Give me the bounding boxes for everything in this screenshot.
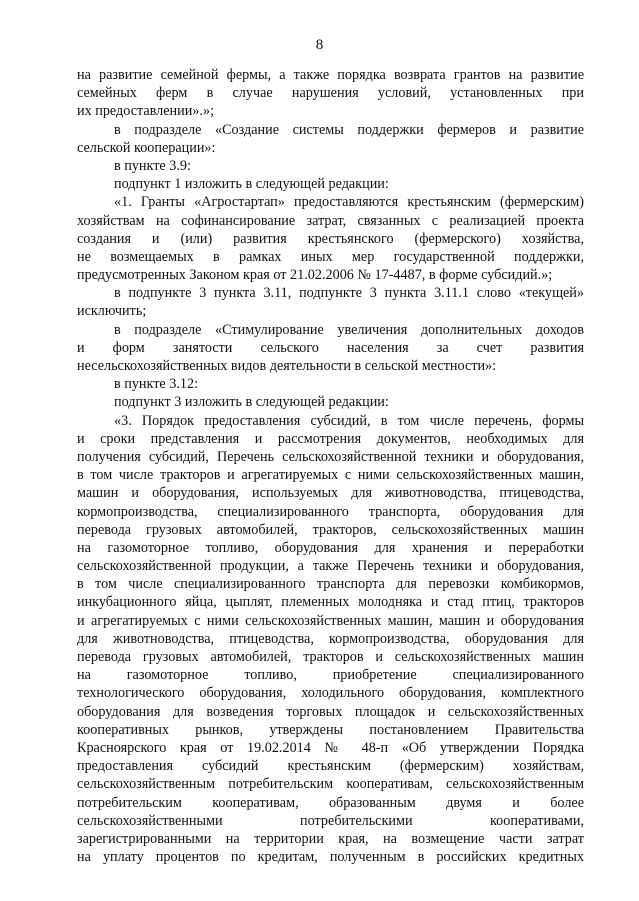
text-line: несельскохозяйственных видов деятельности в сельской местности»: (77, 358, 497, 374)
text-line: сельскохозяйственными потребительскими кооперативами, (77, 812, 584, 829)
text-line: в пункте 3.9: (114, 157, 191, 174)
text-line: в том числе тракторов и агрегатируемых с ними сельскохозяйственных машин, (77, 467, 584, 484)
text-line: в подпункте 3 пункта 3.11, подпункте 3 пункта 3.11.1 слово «текущей» (114, 285, 584, 302)
text-line: Красноярского края от 19.02.2014 № 48-п «Об утверждении Порядка (77, 739, 584, 756)
text-line: зарегистрированными на территории края, на возмещение части затрат (77, 830, 584, 847)
text-line: исключить; (77, 303, 147, 320)
text-line: оборудования для возведения торговых площадок и сельскохозяйственных (77, 703, 584, 720)
text-line: их предоставлении».»; (77, 103, 215, 120)
text-line: кооперативных рынков, утверждены постановлением Правительства (77, 721, 584, 738)
text-line: сельскохозяйственным потребительским кооперативам, сельскохозяйственным (77, 776, 584, 793)
text-line: подпункт 3 изложить в следующей редакции: (114, 394, 389, 411)
page-number: 8 (315, 37, 324, 53)
text-line: на развитие семейной фермы, а также порядка возврата грантов на развитие (77, 67, 584, 83)
text-line: в подразделе «Создание системы поддержки фермеров и развитие (114, 121, 584, 138)
text-line: технологического оборудования, холодильного оборудования, комплектного (77, 685, 584, 702)
text-line: в том числе специализированного транспорта для перевозки комбикормов, (77, 576, 584, 593)
text-line: хозяйствам на софинансирование затрат, связанных с реализацией проекта (77, 212, 584, 229)
text-line: в подразделе «Стимулирование увеличения дополнительных доходов (114, 321, 584, 338)
text-line: инкубационного яйца, цыплят, племенных молодняка и стад птиц, тракторов (77, 594, 584, 611)
text-line: в пункте 3.12: (114, 376, 199, 393)
text-line: перевода грузовых автомобилей, тракторов и сельскохозяйственных машин (77, 649, 584, 665)
text-line: на уплату процентов по кредитам, полученным в российских кредитных (77, 849, 584, 866)
text-line: и форм занятости сельского населения за счет развития (77, 339, 584, 356)
text-line: сельской кооперации»: (77, 139, 216, 156)
text-line: для животноводства, птицеводства, кормопроизводства, оборудования для (77, 630, 584, 647)
text-line: потребительским кооперативам, образованным двумя и более (77, 794, 584, 811)
text-line: машин и оборудования, используемых для животноводства, птицеводства, (77, 485, 584, 502)
text-line: сельскохозяйственной продукции, а также Перечень техники и оборудования, (77, 558, 584, 575)
text-line: кормопроизводства, специализированного транспорта, оборудования для (77, 503, 584, 520)
text-line: предусмотренных Законом края от 21.02.2006 № 17-4487, в форме субсидий.»; (77, 267, 553, 284)
text-line: и сроки представления и рассмотрения документов, необходимых для (77, 430, 584, 447)
text-line: на газомоторное топливо, приобретение специализированного (77, 667, 584, 684)
text-line: семейных ферм в случае нарушения условий, установленных при (77, 85, 584, 102)
text-line: не возмещаемых в рамках иных мер государственной поддержки, (77, 248, 584, 265)
text-line: предоставления субсидий крестьянским (фермерским) хозяйствам, (77, 758, 584, 775)
text-line: и агрегатируемых с ними сельскохозяйственных машин, машин и оборудования (77, 612, 584, 629)
text-line: «1. Гранты «Агростартап» предоставляются крестьянским (фермерским) (114, 194, 584, 211)
text-line: создания и (или) развития крестьянского (фермерского) хозяйства, (77, 230, 584, 247)
text-line: «3. Порядок предоставления субсидий, в том числе перечень, формы (114, 412, 584, 429)
body-text (77, 66, 584, 866)
text-line: на газомоторное топливо, оборудования для хранения и переработки (77, 539, 584, 556)
text-line: перевода грузовых автомобилей, тракторов, сельскохозяйственных машин (77, 521, 584, 538)
text-line: подпункт 1 изложить в следующей редакции: (114, 176, 389, 193)
text-line: получения субсидий, Перечень сельскохозяйственной техники и оборудования, (77, 448, 584, 465)
